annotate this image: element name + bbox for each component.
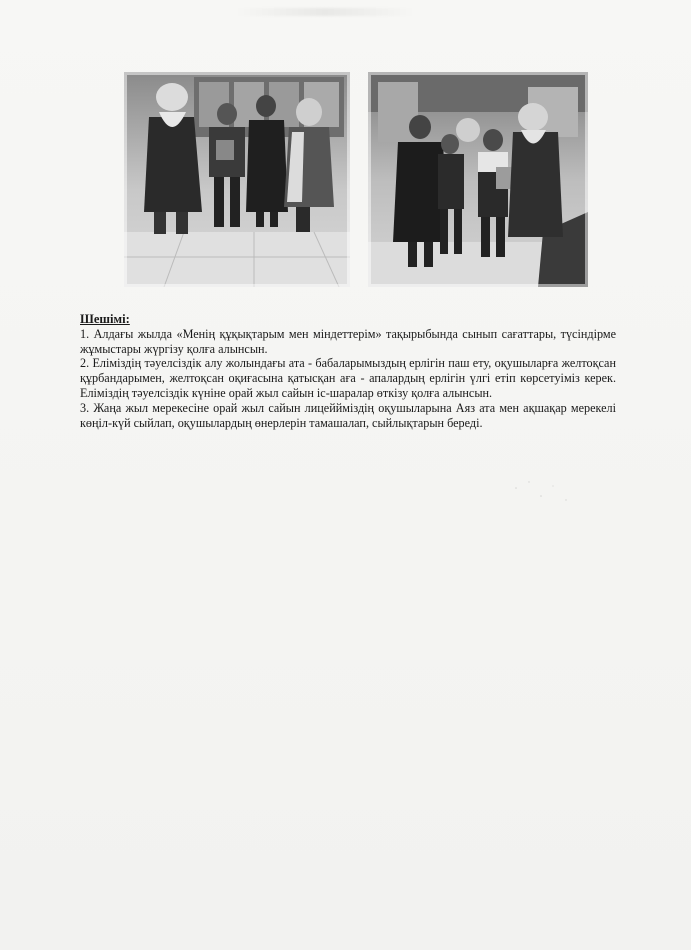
event-photo-left: [124, 72, 350, 287]
event-photo-right: [368, 72, 588, 287]
resolution-heading: Шешімі:: [80, 312, 130, 326]
resolution-item-2: 2. Еліміздің тәуелсіздік алу жолындағы ата - бабаларымыздың ерлігін паш ету, оқушыларға желтоқсан құрбандарымен, желтоқсан оқиғасына қатысқан аға - апалардың ерлігін үлгі етіп көрсетуіміз керек. Еліміздің тәуелсіздік күніне орай жыл сайын іс-шаралар өткізу қолға алынсын.: [80, 356, 616, 400]
scan-artifact: [235, 8, 415, 16]
resolution-item-3: 3. Жаңа жыл мерекесіне орай жыл сайын лицеййміздің оқушыларына Аяз ата мен ақшақар мерекелі көңіл-күй сыйлап, оқушылардың өнерлерін тамашалап, сыйлықтарын береді.: [80, 400, 616, 430]
scan-noise: [511, 478, 571, 508]
resolution-section: [80, 312, 616, 430]
resolution-item-1: 1. Алдағы жылда «Менің құқықтарым мен міндеттерім» тақырыбында сынып сағаттары, түсіндірме жұмыстары жүргізу қолға алынсын.: [80, 326, 616, 356]
